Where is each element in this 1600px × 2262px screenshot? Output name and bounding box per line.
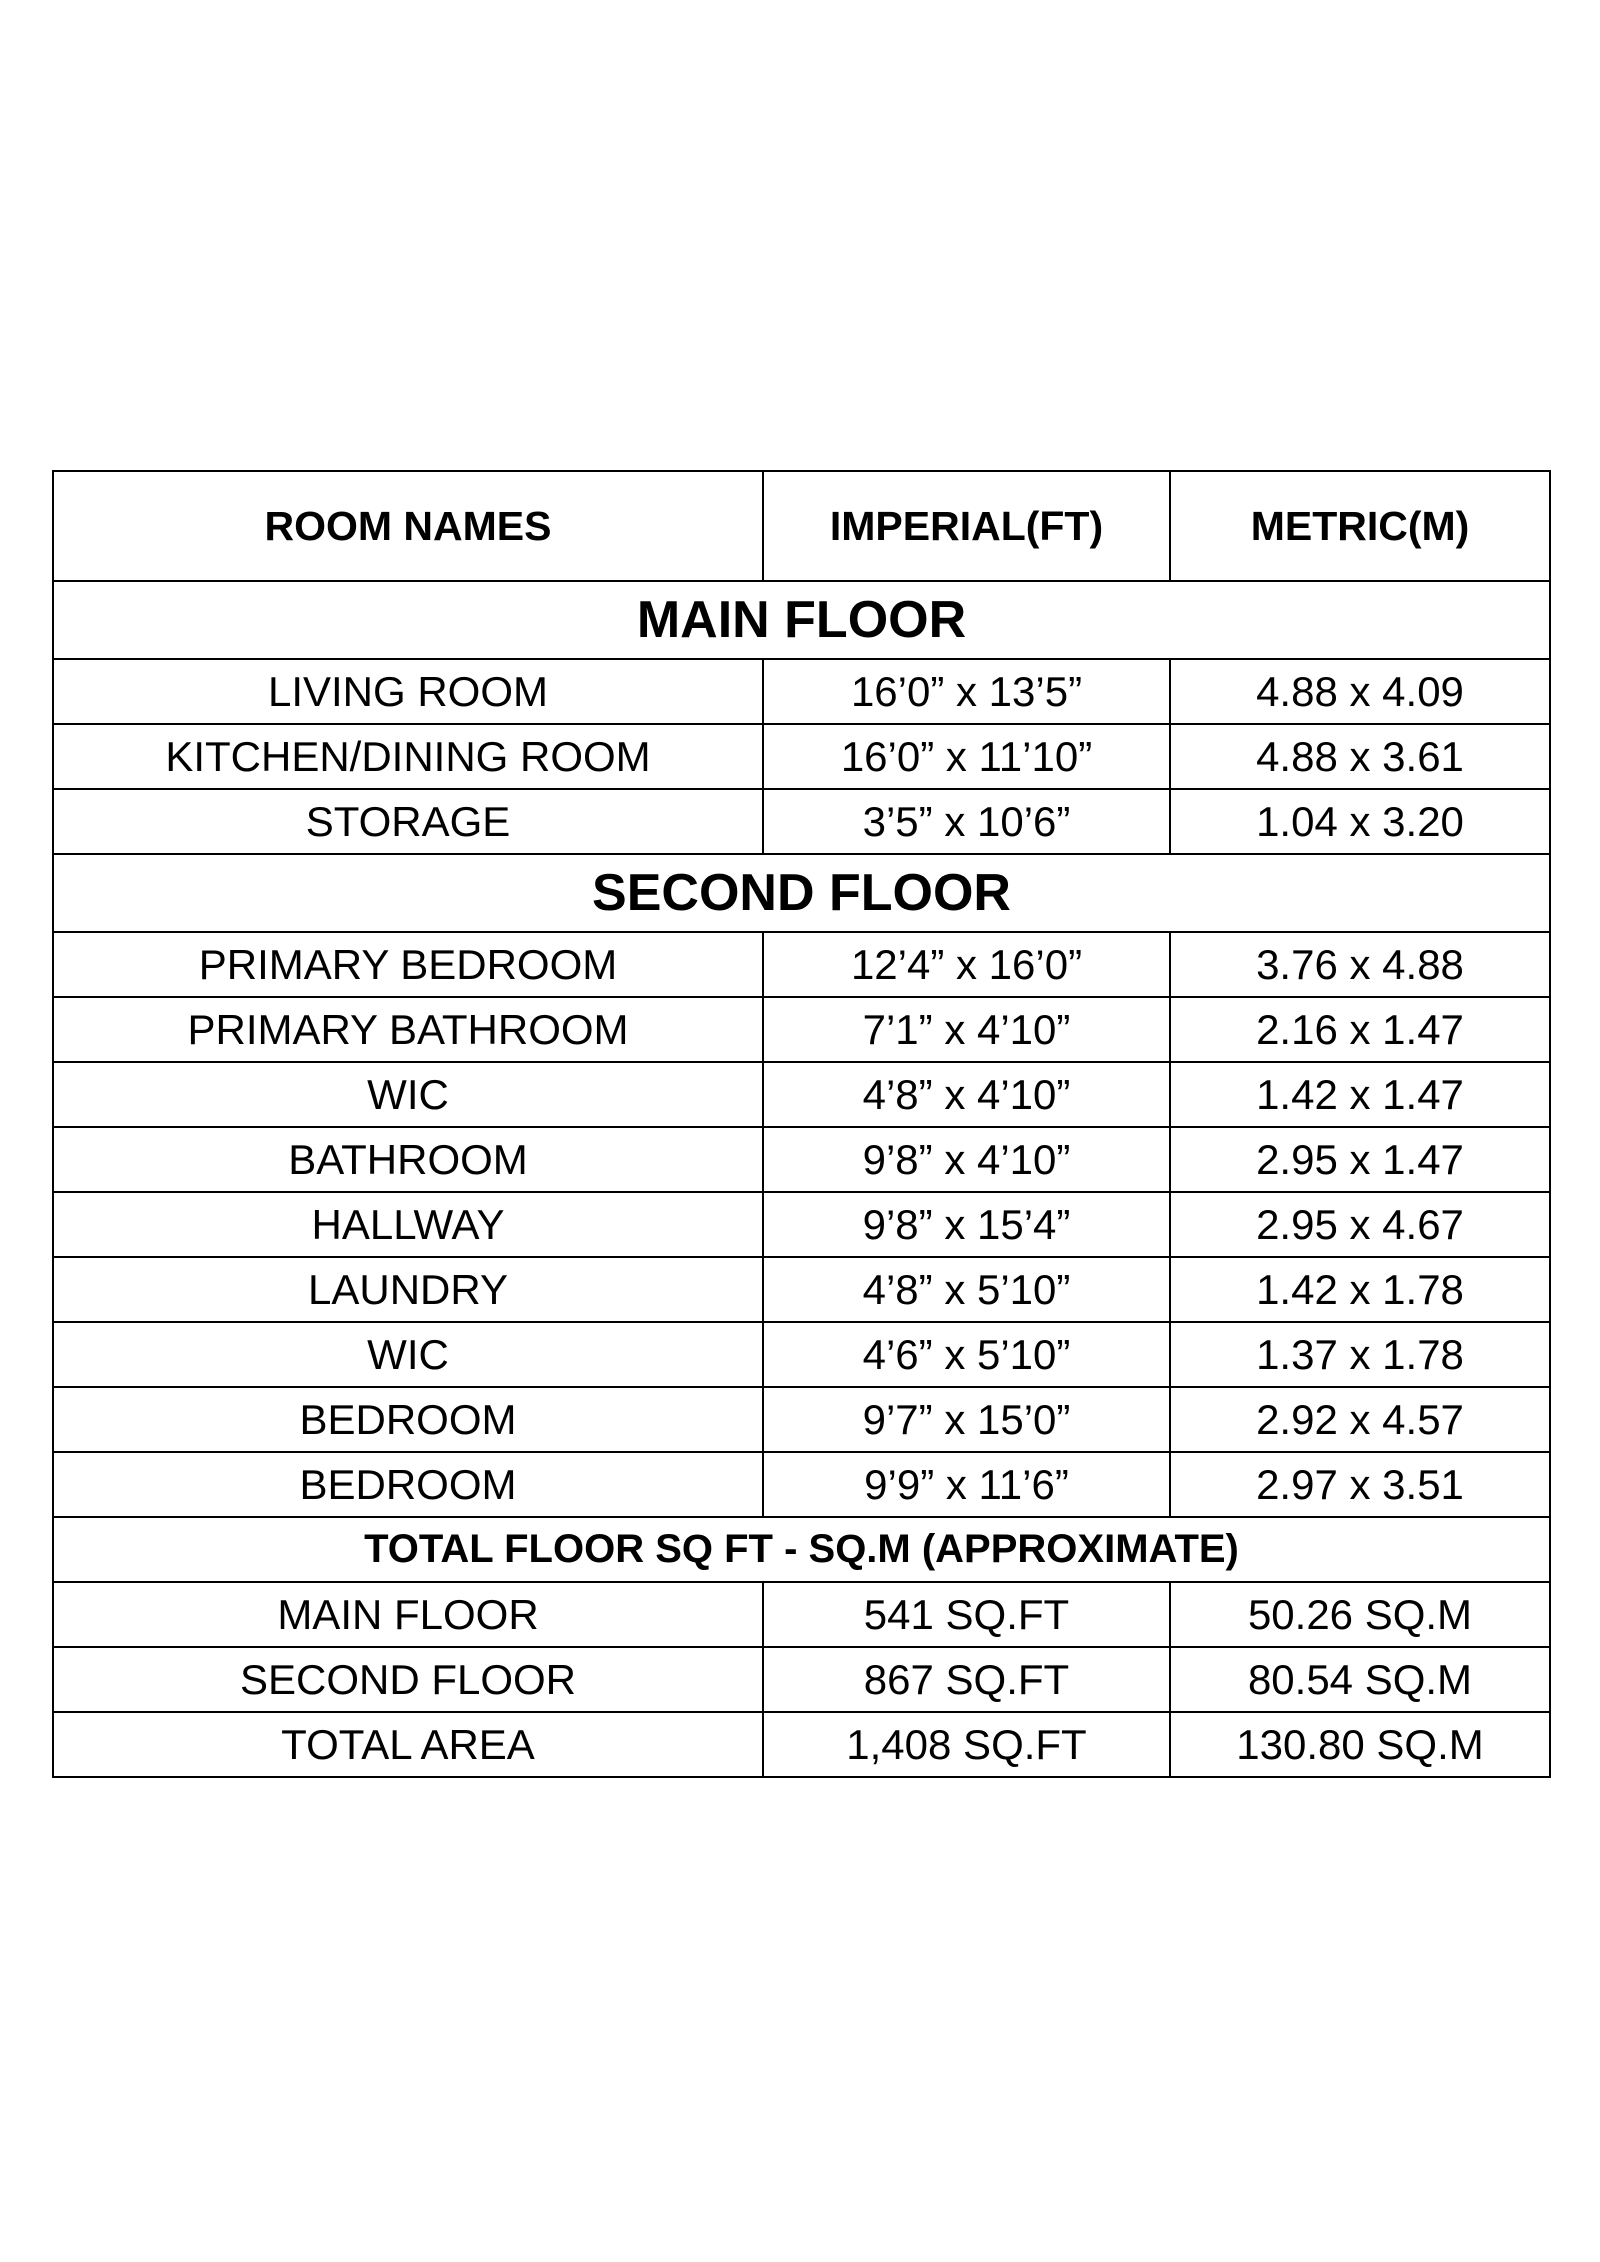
room-name: STORAGE bbox=[53, 789, 763, 854]
room-name: BEDROOM bbox=[53, 1387, 763, 1452]
imperial-area: 541 SQ.FT bbox=[763, 1582, 1170, 1647]
section-title: MAIN FLOOR bbox=[53, 581, 1550, 659]
table-row bbox=[53, 1647, 1550, 1712]
room-name: BEDROOM bbox=[53, 1452, 763, 1517]
imperial-value: 4’8” x 5’10” bbox=[763, 1257, 1170, 1322]
imperial-value: 9’8” x 4’10” bbox=[763, 1127, 1170, 1192]
table-row bbox=[53, 932, 1550, 997]
metric-value: 2.95 x 4.67 bbox=[1170, 1192, 1550, 1257]
header-room-names: ROOM NAMES bbox=[53, 471, 763, 581]
metric-area: 50.26 SQ.M bbox=[1170, 1582, 1550, 1647]
table-row bbox=[53, 1452, 1550, 1517]
imperial-value: 16’0” x 13’5” bbox=[763, 659, 1170, 724]
room-name: HALLWAY bbox=[53, 1192, 763, 1257]
table-row bbox=[53, 997, 1550, 1062]
table-row bbox=[53, 789, 1550, 854]
floor-name: SECOND FLOOR bbox=[53, 1647, 763, 1712]
metric-value: 2.97 x 3.51 bbox=[1170, 1452, 1550, 1517]
imperial-value: 16’0” x 11’10” bbox=[763, 724, 1170, 789]
room-name: WIC bbox=[53, 1062, 763, 1127]
room-name: LIVING ROOM bbox=[53, 659, 763, 724]
imperial-value: 4’8” x 4’10” bbox=[763, 1062, 1170, 1127]
table-row bbox=[53, 1062, 1550, 1127]
imperial-area: 1,408 SQ.FT bbox=[763, 1712, 1170, 1777]
metric-value: 1.37 x 1.78 bbox=[1170, 1322, 1550, 1387]
table-header-row bbox=[53, 471, 1550, 581]
room-name: WIC bbox=[53, 1322, 763, 1387]
room-name: BATHROOM bbox=[53, 1127, 763, 1192]
table-row bbox=[53, 724, 1550, 789]
room-dimensions-table bbox=[52, 470, 1551, 1778]
metric-value: 1.42 x 1.78 bbox=[1170, 1257, 1550, 1322]
imperial-value: 3’5” x 10’6” bbox=[763, 789, 1170, 854]
imperial-value: 9’9” x 11’6” bbox=[763, 1452, 1170, 1517]
table-row bbox=[53, 1322, 1550, 1387]
metric-value: 2.16 x 1.47 bbox=[1170, 997, 1550, 1062]
metric-value: 1.42 x 1.47 bbox=[1170, 1062, 1550, 1127]
metric-value: 4.88 x 4.09 bbox=[1170, 659, 1550, 724]
header-metric: METRIC(M) bbox=[1170, 471, 1550, 581]
metric-value: 1.04 x 3.20 bbox=[1170, 789, 1550, 854]
section-second-floor bbox=[53, 854, 1550, 932]
table-row bbox=[53, 1582, 1550, 1647]
room-name: PRIMARY BATHROOM bbox=[53, 997, 763, 1062]
room-name: PRIMARY BEDROOM bbox=[53, 932, 763, 997]
header-imperial: IMPERIAL(FT) bbox=[763, 471, 1170, 581]
metric-value: 2.95 x 1.47 bbox=[1170, 1127, 1550, 1192]
table-row bbox=[53, 1257, 1550, 1322]
imperial-value: 7’1” x 4’10” bbox=[763, 997, 1170, 1062]
section-title: SECOND FLOOR bbox=[53, 854, 1550, 932]
metric-area: 130.80 SQ.M bbox=[1170, 1712, 1550, 1777]
section-totals bbox=[53, 1517, 1550, 1582]
imperial-value: 4’6” x 5’10” bbox=[763, 1322, 1170, 1387]
floor-name: MAIN FLOOR bbox=[53, 1582, 763, 1647]
table-row bbox=[53, 1387, 1550, 1452]
section-title: TOTAL FLOOR SQ FT - SQ.M (APPROXIMATE) bbox=[53, 1517, 1550, 1582]
imperial-area: 867 SQ.FT bbox=[763, 1647, 1170, 1712]
table-row bbox=[53, 1192, 1550, 1257]
room-name: LAUNDRY bbox=[53, 1257, 763, 1322]
imperial-value: 12’4” x 16’0” bbox=[763, 932, 1170, 997]
metric-value: 4.88 x 3.61 bbox=[1170, 724, 1550, 789]
section-main-floor bbox=[53, 581, 1550, 659]
floor-name: TOTAL AREA bbox=[53, 1712, 763, 1777]
table-row bbox=[53, 1127, 1550, 1192]
metric-area: 80.54 SQ.M bbox=[1170, 1647, 1550, 1712]
table-row bbox=[53, 1712, 1550, 1777]
metric-value: 3.76 x 4.88 bbox=[1170, 932, 1550, 997]
metric-value: 2.92 x 4.57 bbox=[1170, 1387, 1550, 1452]
table-row bbox=[53, 659, 1550, 724]
room-name: KITCHEN/DINING ROOM bbox=[53, 724, 763, 789]
imperial-value: 9’8” x 15’4” bbox=[763, 1192, 1170, 1257]
imperial-value: 9’7” x 15’0” bbox=[763, 1387, 1170, 1452]
